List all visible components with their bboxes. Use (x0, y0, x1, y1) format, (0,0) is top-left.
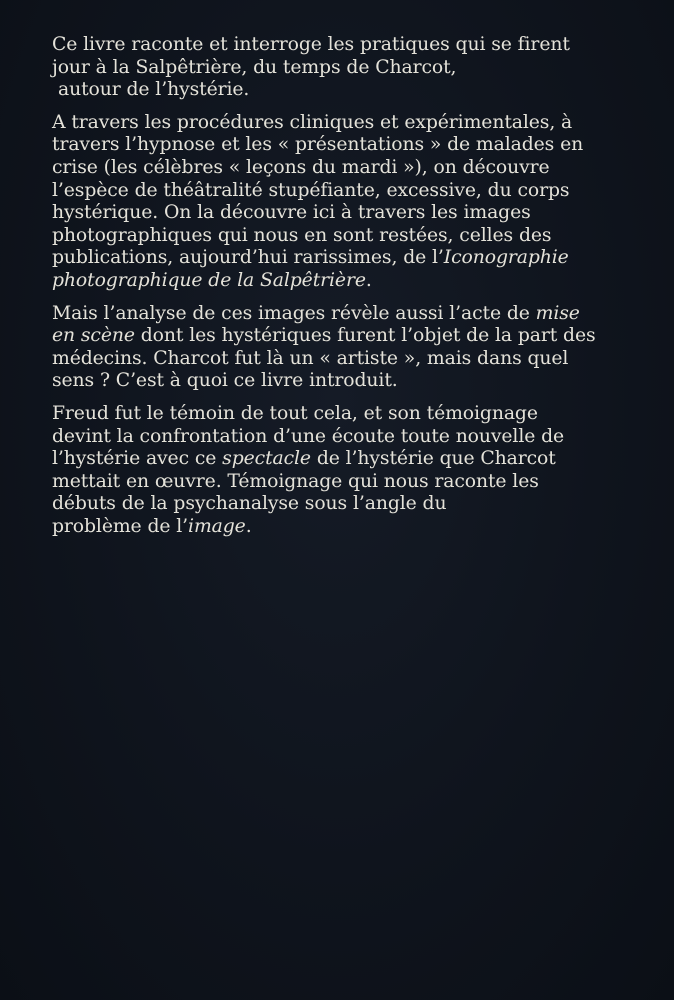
paragraph-4-line-3-text-b: de l’hystérie que Charcot (310, 448, 556, 470)
paragraph-4-line-1: Freud fut le témoin de tout cela, et son témoignage (52, 402, 538, 424)
book-title-italic-1: Iconographie (443, 247, 569, 269)
paragraph-4-line-6-text-a: problème de l’ (52, 515, 189, 537)
paragraph-2-line-8-text: . (365, 269, 372, 291)
paragraph-3-line-4: sens ? C’est à quoi ce livre introduit. (52, 370, 398, 392)
paragraph-4-line-2: devint la confrontation d’une écoute toute nouvelle de (52, 425, 565, 447)
paragraph-4-line-4: mettait en œuvre. Témoignage qui nous raconte les (52, 470, 539, 492)
mise-italic: mise (535, 302, 580, 324)
paragraph-1-line-2: jour à la Salpêtrière, du temps de Charcot, (52, 56, 457, 78)
paragraph-1-line-3: autour de l’hystérie. (58, 79, 250, 101)
paragraph-3 (52, 302, 596, 393)
paragraph-2-line-5: hystérique. On la découvre ici à travers les images (52, 202, 531, 224)
paragraph-3-line-3: médecins. Charcot fut là un « artiste », mais dans quel (52, 347, 569, 369)
paragraph-2-line-8 (52, 270, 584, 293)
image-italic: image (188, 515, 246, 537)
paragraph-2-line-3: crise (les célèbres « leçons du mardi »), on découvre (52, 156, 550, 178)
paragraph-2-line-4: l’espèce de théâtralité stupéfiante, excessive, du corps (52, 179, 570, 201)
paragraph-2-line-7-text: publications, aujourd’hui rarissimes, de l’ (52, 247, 444, 269)
book-title-italic-2: photographique de la Salpêtrière (52, 269, 366, 291)
paragraph-2-line-6: photographiques qui nous en sont restées, celles des (52, 224, 552, 246)
paragraph-4-line-3 (52, 448, 584, 471)
blurb-text (52, 34, 596, 538)
paragraph-1 (52, 34, 584, 102)
paragraph-2-line-2: travers l’hypnose et les « présentations » de malades en (52, 134, 584, 156)
paragraph-4 (52, 403, 584, 539)
paragraph-1-line-1: Ce livre raconte et interroge les pratiques qui se firent (52, 34, 570, 55)
paragraph-3-line-2 (52, 325, 596, 348)
paragraph-4-line-3-text-a: l’hystérie avec ce (52, 448, 223, 470)
paragraph-2-line-7 (52, 247, 584, 270)
paragraph-4-line-5: débuts de la psychanalyse sous l’angle du (52, 493, 447, 515)
paragraph-3-line-2-text: dont les hystériques furent l’objet de la part des (134, 325, 596, 347)
paragraph-2-line-1: A travers les procédures cliniques et expérimentales, à (52, 111, 573, 133)
paragraph-4-line-6-text-b: . (245, 515, 252, 537)
paragraph-4-line-6 (52, 516, 584, 539)
paragraph-3-line-1 (52, 303, 584, 326)
paragraph-2 (52, 112, 584, 293)
paragraph-3-line-1-text: Mais l’analyse de ces images révèle aussi l’acte de (52, 302, 536, 324)
spectacle-italic: spectacle (222, 448, 311, 470)
en-scene-italic: en scène (52, 325, 135, 347)
